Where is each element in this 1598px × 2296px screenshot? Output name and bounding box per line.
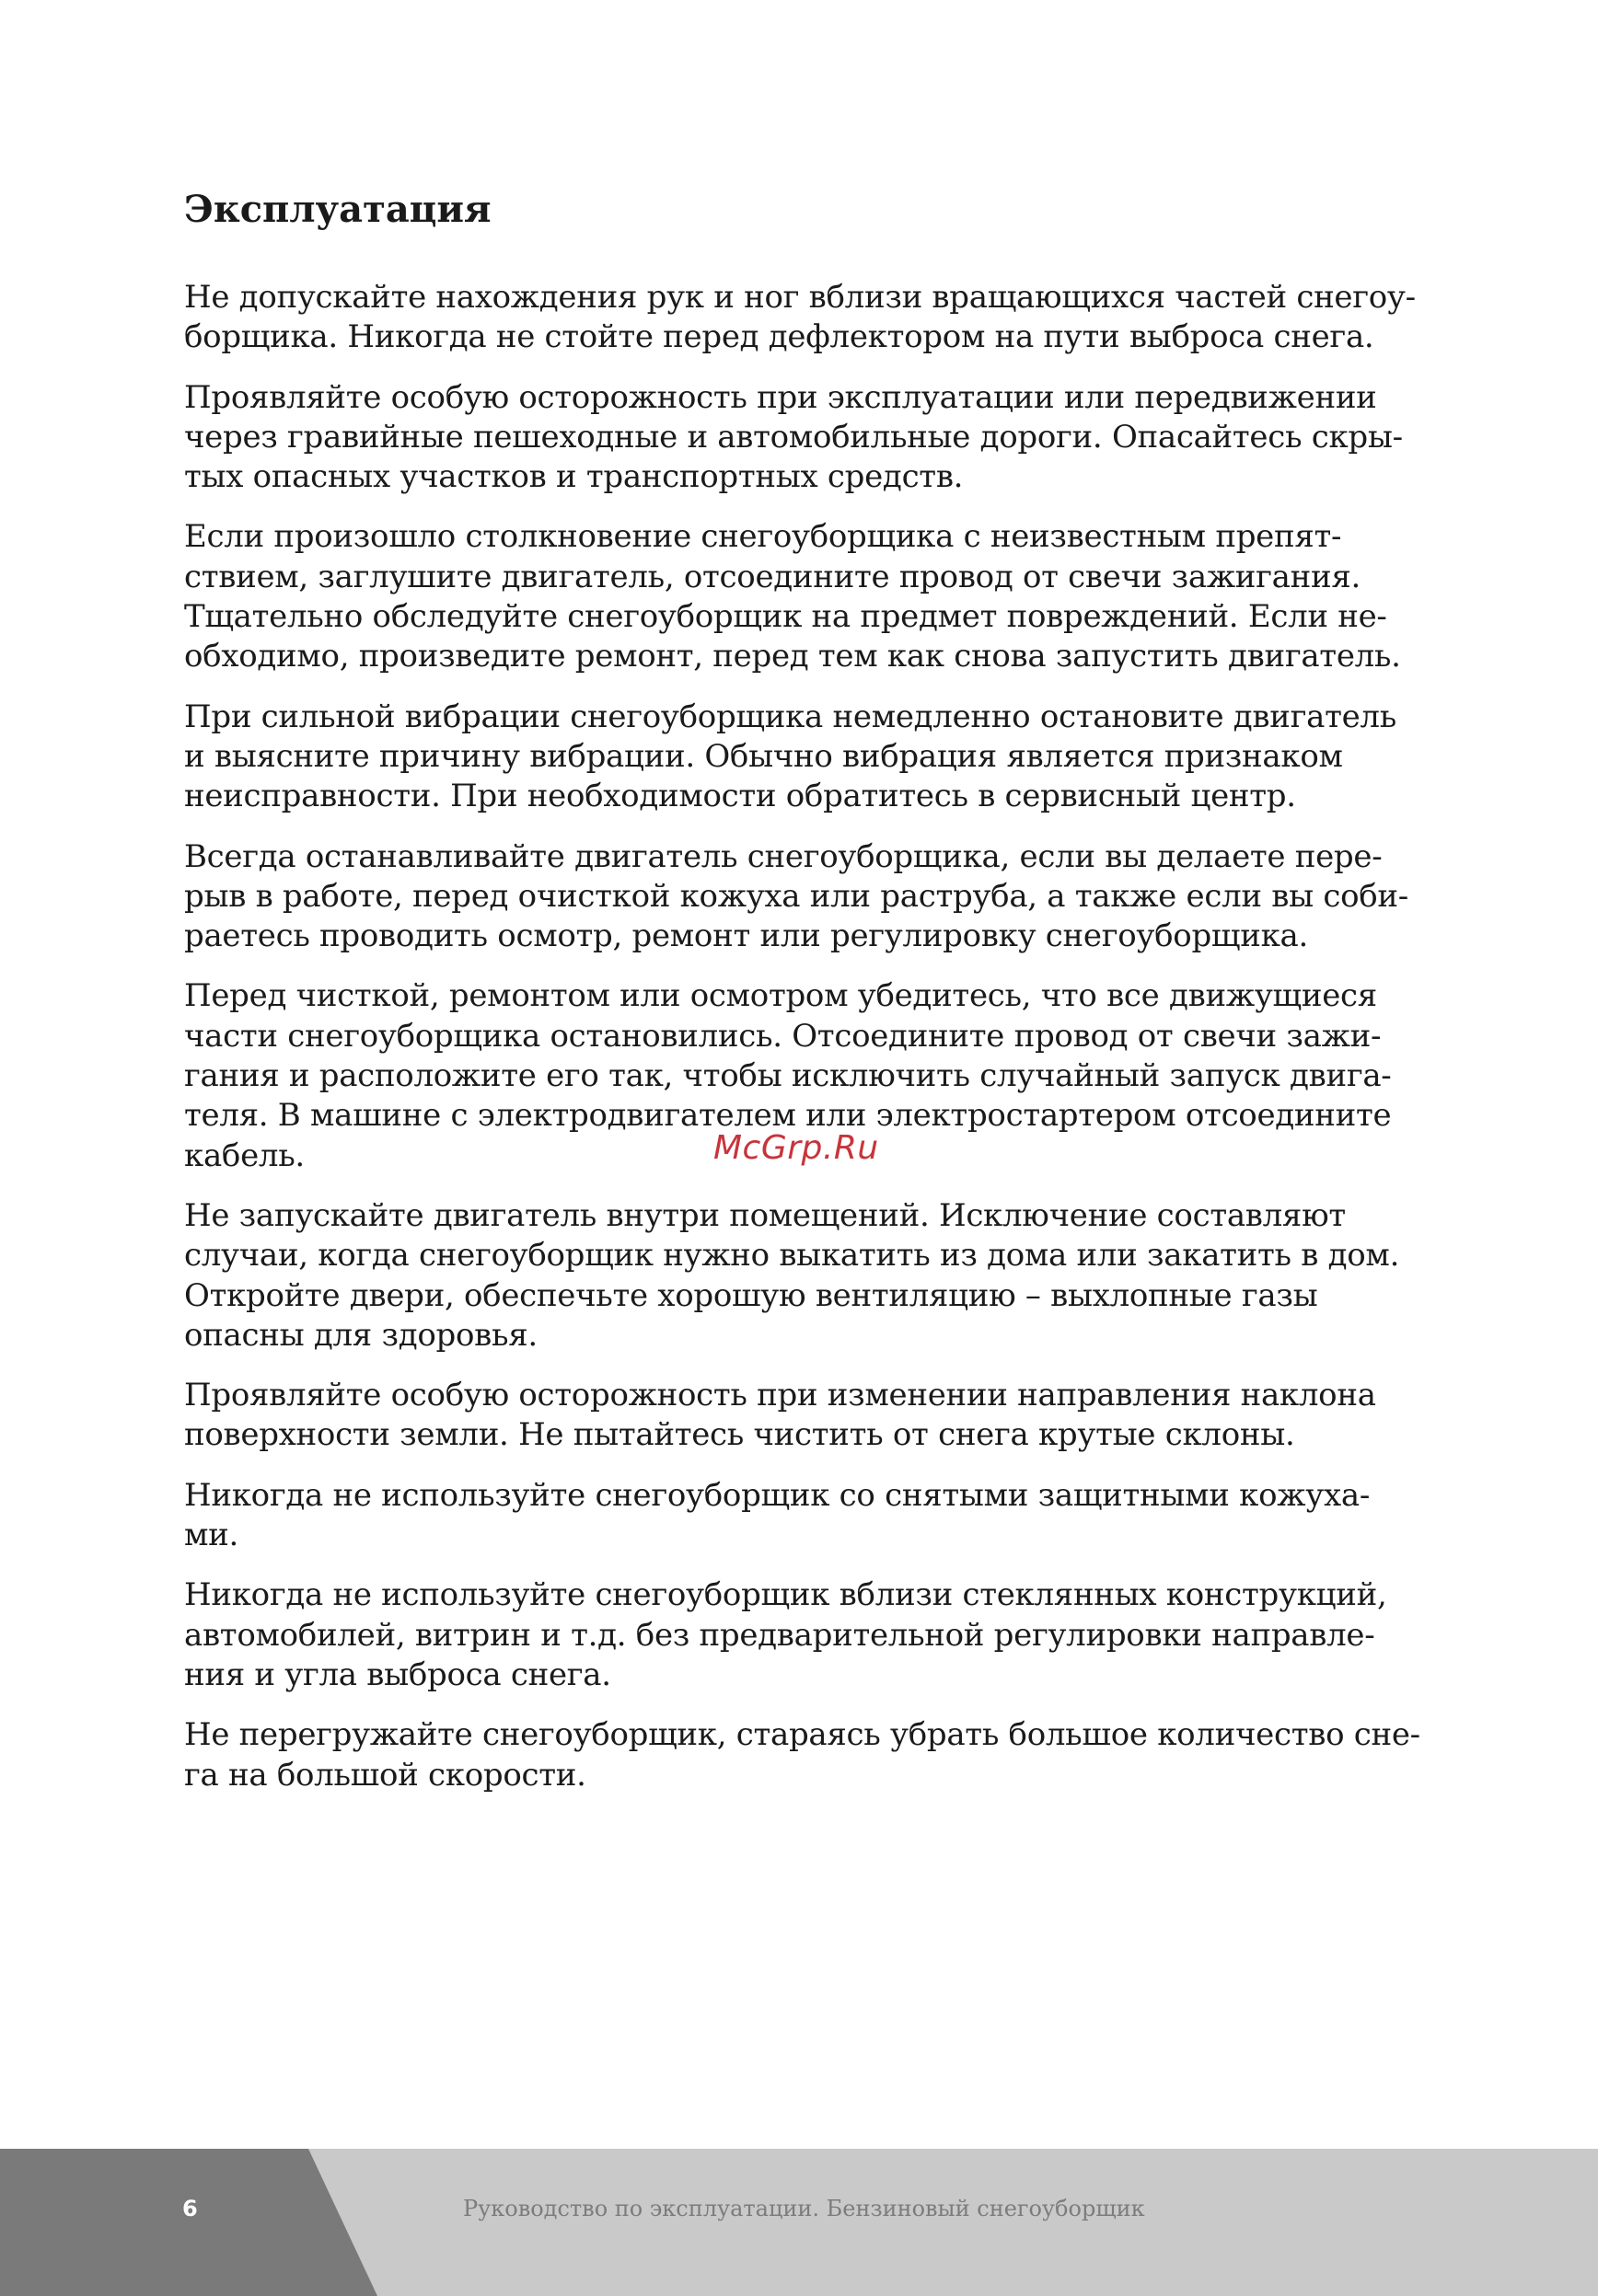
paragraph-line: теля. В машине с электродвигателем или электростартером отсоедините (184, 1097, 1392, 1135)
paragraph (184, 1476, 1464, 1556)
paragraph-line: Откройте двери, обеспечьте хорошую вентиляцию – выхлопные газы (184, 1276, 1318, 1314)
paragraph-line: и выясните причину вибрации. Обычно вибрация является признаком (184, 737, 1343, 775)
paragraph-line: Не запускайте двигатель внутри помещений. Исключение составляют (184, 1196, 1346, 1234)
paragraph (184, 1575, 1464, 1695)
paragraph-line: ния и угла выброса снега. (184, 1656, 611, 1693)
paragraph (184, 378, 1464, 498)
paragraph-line: обходимо, произведите ремонт, перед тем как снова запустить двигатель. (184, 638, 1401, 675)
paragraph-line: ми. (184, 1517, 239, 1554)
paragraph-list (184, 278, 1464, 1795)
paragraph-line: Не допускайте нахождения рук и ног вблизи вращающихся частей снегоу- (184, 279, 1416, 316)
paragraph-line: Никогда не используйте снегоуборщик со снятыми защитными кожуха- (184, 1476, 1371, 1514)
paragraph-line: через гравийные пешеходные и автомобильные дороги. Опасайтесь скры- (184, 418, 1403, 456)
paragraph (184, 517, 1464, 676)
paragraph-line: Никогда не используйте снегоуборщик вблизи стеклянных конструкций, (184, 1576, 1387, 1614)
paragraph-line: опасны для здоровья. (184, 1316, 538, 1354)
paragraph (184, 1376, 1464, 1456)
paragraph-line: Всегда останавливайте двигатель снегоуборщика, если вы делаете пере- (184, 837, 1383, 875)
paragraph-line: неисправности. При необходимости обратитесь в сервисный центр. (184, 778, 1296, 815)
paragraph-line: кабель. (184, 1136, 305, 1174)
watermark-text: McGrp.Ru (713, 1129, 879, 1167)
paragraph (184, 278, 1464, 358)
paragraph-line: Проявляйте особую осторожность при изменении направления наклона (184, 1377, 1376, 1414)
page-footer (0, 2149, 1598, 2296)
page-number: 6 (182, 2196, 198, 2221)
paragraph-line: Проявляйте особую осторожность при эксплуатации или передвижении (184, 378, 1377, 416)
paragraph-line: поверхности земли. Не пытайтесь чистить от снега крутые склоны. (184, 1416, 1295, 1454)
paragraph (184, 698, 1464, 817)
paragraph-line: Перед чисткой, ремонтом или осмотром убедитесь, что все движущиеся (184, 977, 1377, 1015)
paragraph-line: части снегоуборщика остановились. Отсоедините провод от свечи зажи- (184, 1017, 1382, 1055)
paragraph-line: борщика. Никогда не стойте перед дефлектором на пути выброса снега. (184, 318, 1374, 356)
paragraph-line: Не перегружайте снегоуборщик, стараясь убрать большое количество сне- (184, 1716, 1420, 1754)
paragraph (184, 1196, 1464, 1356)
paragraph (184, 1715, 1464, 1795)
paragraph-line: При сильной вибрации снегоуборщика немедленно остановите двигатель (184, 698, 1396, 735)
paragraph-line: тых опасных участков и транспортных средств. (184, 458, 964, 496)
footer-document-title: Руководство по эксплуатации. Бензиновый снегоуборщик (463, 2196, 1145, 2221)
paragraph-line: га на большой скорости. (184, 1756, 586, 1794)
paragraph-line: рыв в работе, перед очисткой кожуха или раструба, а также если вы соби- (184, 877, 1408, 915)
page-content (184, 184, 1464, 1816)
paragraph-line: Тщательно обследуйте снегоуборщик на предмет повреждений. Если не- (184, 598, 1387, 636)
paragraph-line: Если произошло столкновение снегоуборщика с неизвестным препят- (184, 518, 1342, 556)
paragraph-line: гания и расположите его так, чтобы исключить случайный запуск двига- (184, 1057, 1392, 1095)
paragraph-line: автомобилей, витрин и т.д. без предварительной регулировки направле- (184, 1616, 1375, 1654)
paragraph-line: ствием, заглушите двигатель, отсоедините провод от свечи зажигания. (184, 558, 1361, 595)
paragraph (184, 837, 1464, 957)
paragraph-line: раетесь проводить осмотр, ремонт или регулировку снегоуборщика. (184, 917, 1309, 955)
section-heading: Эксплуатация (184, 188, 492, 231)
paragraph-line: случаи, когда снегоуборщик нужно выкатить из дома или закатить в дом. (184, 1237, 1400, 1275)
